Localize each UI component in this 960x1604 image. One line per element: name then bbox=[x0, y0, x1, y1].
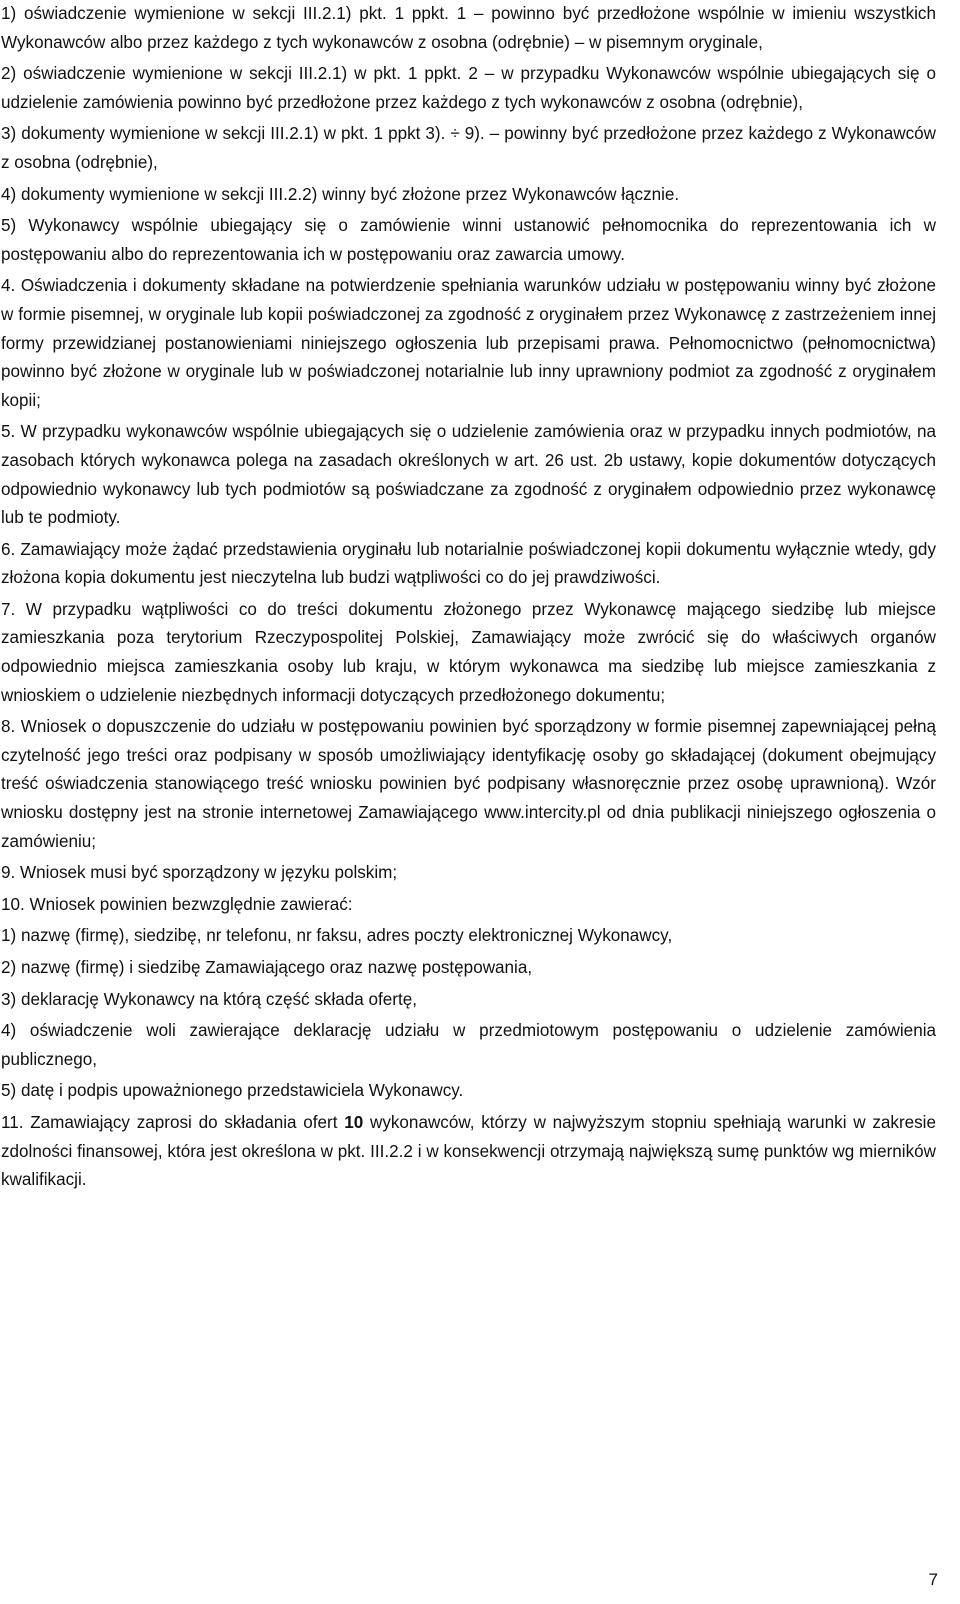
paragraph: 2) oświadczenie wymienione w sekcji III.2.1) w pkt. 1 ppkt. 2 – w przypadku Wykonawców wspólnie ubiegających się o udzielenie zamówienia powinno być przedłożone przez każdego z tych wykonawców z osobna (odrębnie), bbox=[1, 64, 936, 112]
paragraph: 1) oświadczenie wymienione w sekcji III.2.1) pkt. 1 ppkt. 1 – powinno być przedłożone wspólnie w imieniu wszystkich Wykonawców albo przez każdego z tych wykonawców z osobna (odrębnie) – w pisemnym oryginale, bbox=[1, 4, 936, 52]
bold-number: 10 bbox=[344, 1112, 364, 1132]
paragraph: 4) dokumenty wymienione w sekcji III.2.2) winny być złożone przez Wykonawców łącznie. bbox=[1, 184, 680, 204]
paragraph: 8. Wniosek o dopuszczenie do udziału w postępowaniu powinien być sporządzony w formie pisemnej zapewniającej pełną czytelność jego treści oraz podpisany w sposób umożliwiający identyfikację osoby go składającej (dokument obejmujący treść oświadczenia stanowiącego treść wniosku powinien być podpisany własnoręcznie przez osobę uprawnioną). Wzór wniosku dostępny jest na stronie internetowej Zamawiającego www.intercity.pl od dnia publikacji niniejszego ogłoszenia o zamówieniu; bbox=[1, 717, 936, 851]
paragraph: 4. Oświadczenia i dokumenty składane na potwierdzenie spełniania warunków udziału w postępowaniu winny być złożone w formie pisemnej, w oryginale lub kopii poświadczonej za zgodność z oryginałem przez Wykonawcę z zastrzeżeniem innej formy przewidzianej postanowieniami niniejszego ogłoszenia lub przepisami prawa. Pełnomocnictwo (pełnomocnictwa) powinno być złożone w oryginale lub w poświadczonej notarialnie lub inny uprawniony podmiot za zgodność z oryginałem kopii; bbox=[1, 276, 936, 410]
paragraph: 4) oświadczenie woli zawierające deklarację udziału w przedmiotowym postępowaniu o udzielenie zamówienia publicznego, bbox=[1, 1021, 936, 1069]
paragraph: 3) dokumenty wymienione w sekcji III.2.1) w pkt. 1 ppkt 3). ÷ 9). – powinny być przedłożone przez każdego z Wykonawców z osobna (odrębnie), bbox=[1, 124, 936, 172]
paragraph: 10. Wniosek powinien bezwzględnie zawierać: bbox=[1, 894, 353, 914]
paragraph: 2) nazwę (firmę) i siedzibę Zamawiającego oraz nazwę postępowania, bbox=[1, 958, 533, 977]
paragraph: 9. Wniosek musi być sporządzony w języku polskim; bbox=[1, 863, 398, 883]
paragraph: 1) nazwę (firmę), siedzibę, nr telefonu, nr faksu, adres poczty elektronicznej Wykonawcy, bbox=[1, 926, 673, 946]
paragraph: 6. Zamawiający może żądać przedstawienia oryginału lub notarialnie poświadczonej kopii dokumentu wyłącznie wtedy, gdy złożona kopia dokumentu jest nieczytelna lub budzi wątpliwości co do jej prawdziwości. bbox=[1, 539, 936, 588]
paragraph: 3) deklarację Wykonawcy na którą część składa ofertę, bbox=[1, 989, 417, 1009]
paragraph: 5. W przypadku wykonawców wspólnie ubiegających się o udzielenie zamówienia oraz w przypadku innych podmiotów, na zasobach których wykonawca polega na zasadach określonych w art. 26 ust. 2b ustawy, kopie dokumentów dotyczących odpowiednio wykonawcy lub tych podmiotów są poświadczane za zgodność z oryginałem odpowiednio przez wykonawcę lub te podmioty. bbox=[1, 422, 936, 528]
paragraph-last bbox=[1, 1109, 936, 1195]
paragraph: 7. W przypadku wątpliwości co do treści dokumentu złożonego przez Wykonawcę mającego siedzibę lub miejsce zamieszkania poza terytorium Rzeczypospolitej Polskiej, Zamawiający może zwrócić się do właściwych organów odpowiednio miejsca zamieszkania osoby lub kraju, w którym wykonawca ma siedzibę lub miejsce zamieszkania z wnioskiem o udzielenie niezbędnych informacji dotyczących przedłożonego dokumentu; bbox=[1, 599, 936, 705]
paragraph-text: 11. Zamawiający zaprosi do składania ofert bbox=[1, 1112, 345, 1132]
paragraph-text: wykonawców, którzy w najwyższym stopniu spełniają warunki w zakresie zdolności finansowej, która jest określona w pkt. III.2.2 i w konsekwencji otrzymają największą sumę punktów wg mierników kwalifikacji. bbox=[1, 1112, 936, 1190]
page-number: 7 bbox=[928, 1570, 938, 1589]
paragraph: 5) datę i podpis upoważnionego przedstawiciela Wykonawcy. bbox=[1, 1081, 464, 1101]
paragraph: 5) Wykonawcy wspólnie ubiegający się o zamówienie winni ustanowić pełnomocnika do reprezentowania ich w postępowaniu albo do reprezentowania ich w postępowaniu oraz zawarcia umowy. bbox=[1, 216, 936, 264]
